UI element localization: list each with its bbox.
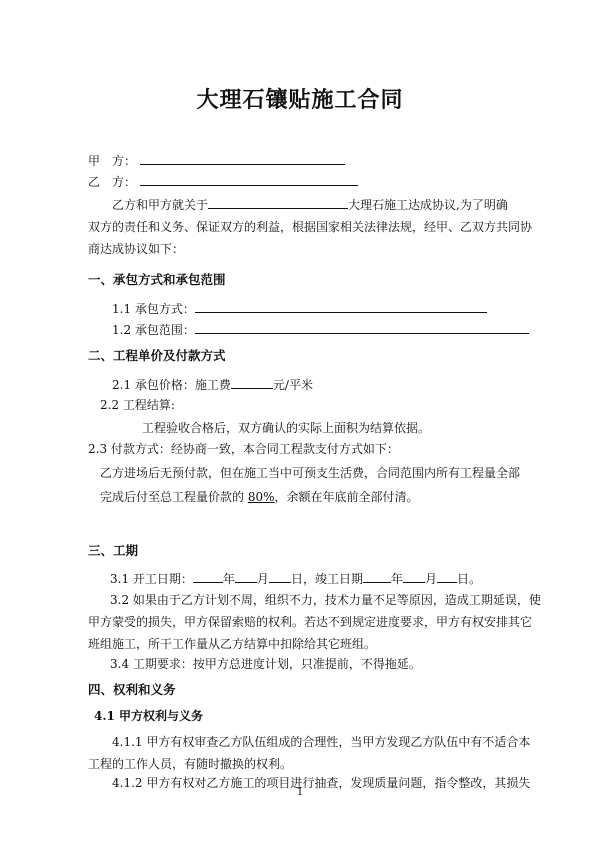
start-year-label: 年 xyxy=(222,572,235,586)
start-month-label: 月 xyxy=(256,572,269,586)
start-day-blank xyxy=(269,570,291,583)
start-day-label: 日，竣工日期 xyxy=(290,572,363,586)
unit-price-blank xyxy=(231,376,273,389)
s2-item-3-text-post: ，余额在年底前全部付清。 xyxy=(274,490,419,504)
payment-percentage: 80% xyxy=(247,490,275,504)
s4-item-1-line-2: 工程的工作人员，有随时撤换的权利。 xyxy=(88,757,293,771)
page-number: 1 xyxy=(296,787,304,798)
s4-item-1-line-1: 4.1.1 甲方有权审查乙方队伍组成的合理性，当甲方发现乙方队伍中有不适合本 xyxy=(112,735,531,749)
end-day-label: 日。 xyxy=(456,572,481,586)
section-4-1-subheading: 4.1 甲方权利与义务 xyxy=(94,709,204,723)
party-b-blank xyxy=(140,173,358,186)
party-a-blank xyxy=(140,152,345,165)
s1-item-1 xyxy=(112,300,487,317)
document-title: 大理石镶贴施工合同 xyxy=(196,87,404,113)
intro-blank xyxy=(208,196,348,209)
intro-line-2: 双方的责任和义务、保证双方的利益，根据国家相关法律法规，经甲、乙双方共同协 xyxy=(88,220,533,234)
start-month-blank xyxy=(235,570,257,583)
section-4-heading: 四、权利和义务 xyxy=(88,682,176,697)
s3-item-3: 3.4 工期要求：按甲方总进度计划，只准提前，不得拖延。 xyxy=(110,657,421,671)
intro-line-3: 商达成协议如下： xyxy=(88,242,185,256)
s2-item-1-label: 2.1 承包价格：施工费 xyxy=(112,378,231,392)
s2-item-1 xyxy=(112,376,313,393)
s3-item-2-line-2: 甲方蒙受的损失，甲方保留索赔的权利。若达不到规定进度要求，甲方有权安排其它 xyxy=(88,615,533,629)
intro-line-1 xyxy=(112,196,508,213)
end-day-blank xyxy=(437,570,457,583)
s2-item-3: 2.3 付款方式：经协商一致，本合同工程款支付方式如下： xyxy=(88,442,399,456)
section-2-heading: 二、工程单价及付款方式 xyxy=(88,348,226,363)
s3-item-2-line-1: 3.2 如果由于乙方计划不周，组织不力，技术力量不足等原因，造成工期延误，使 xyxy=(110,593,541,607)
contract-method-blank xyxy=(195,300,487,313)
intro-text-pre: 乙方和甲方就关于 xyxy=(112,198,209,212)
s1-item-2 xyxy=(112,321,529,338)
s2-item-1-unit: 元/平米 xyxy=(272,378,313,392)
party-a-label: 甲 方： xyxy=(88,154,137,168)
s2-item-3-line-1: 乙方进场后无预付款，但在施工当中可预支生活费，合同范围内所有工程量全部 xyxy=(100,466,521,480)
s4-item-2: 4.1.2 甲方有权对乙方施工的项目进行抽查，发现质量问题，指令整改，其损失 xyxy=(112,776,531,790)
s1-item-1-label: 1.1 承包方式： xyxy=(112,302,195,316)
intro-text-post: 大理石施工达成协议,为了明确 xyxy=(348,198,508,212)
s1-item-2-label: 1.2 承包范围： xyxy=(112,323,195,337)
s3-item-2-line-3: 班组施工，所干工作量从乙方结算中扣除给其它班组。 xyxy=(88,637,377,651)
s3-item-1-label: 3.1 开工日期： xyxy=(110,572,193,586)
contract-scope-blank xyxy=(195,321,529,334)
party-a-line xyxy=(88,152,345,169)
s2-item-2: 2.2 工程结算: xyxy=(100,398,175,412)
s2-item-2-text: 工程验收合格后，双方确认的实际上面积为结算依据。 xyxy=(142,421,431,435)
start-year-blank xyxy=(193,570,223,583)
end-month-label: 月 xyxy=(424,572,437,586)
s2-item-3-line-2 xyxy=(100,489,419,505)
end-year-blank xyxy=(363,570,391,583)
section-3-heading: 三、工期 xyxy=(88,543,139,558)
s3-item-1 xyxy=(110,570,481,587)
s2-item-3-text-pre: 完成后付至总工程量价款的 xyxy=(100,490,248,504)
end-month-blank xyxy=(403,570,425,583)
party-b-line xyxy=(88,173,358,190)
end-year-label: 年 xyxy=(390,572,403,586)
section-1-heading: 一、承包方式和承包范围 xyxy=(88,272,226,287)
party-b-label: 乙 方： xyxy=(88,175,137,189)
